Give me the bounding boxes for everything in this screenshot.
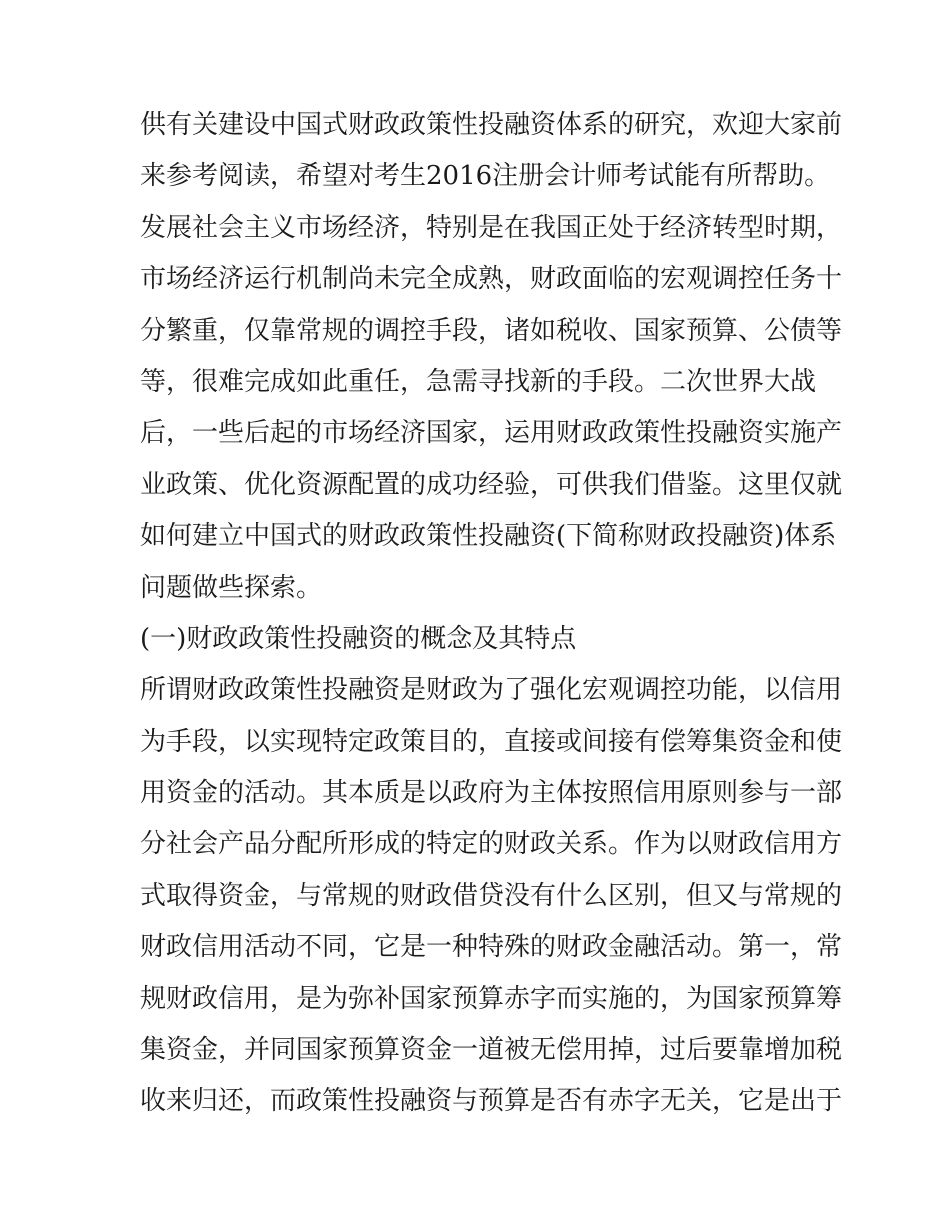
text-line: 如何建立中国式的财政政策性投融资(下简称财政投融资)体系 [140,521,837,552]
text-line: 分繁重，仅靠常规的调控手段，诸如税收、国家预算、公债等 [140,315,843,346]
text-line: 市场经济运行机制尚未完全成熟，财政面临的宏观调控任务十 [140,264,843,295]
text-line: 用资金的活动。其本质是以政府为主体按照信用原则参与一部 [140,778,843,809]
text-line: 业政策、优化资源配置的成功经验，可供我们借鉴。这里仅就 [140,469,843,500]
text-line: 发展社会主义市场经济，特别是在我国正处于经济转型时期， [140,212,843,243]
text-line: 问题做些探索。 [140,572,323,603]
text-line: 等，很难完成如此重任，急需寻找新的手段。二次世界大战 [140,366,817,397]
text-line: 集资金，并同国家预算资金一道被无偿用掉，过后要靠增加税 [140,1035,843,1066]
text-line: 规财政信用，是为弥补国家预算赤字而实施的，为国家预算筹 [140,983,843,1014]
text-line: 为手段，以实现特定政策目的，直接或间接有偿筹集资金和使 [140,726,843,757]
text-line: 分社会产品分配所形成的特定的财政关系。作为以财政信用方 [140,829,843,860]
body-text [140,100,843,1128]
text-line: 式取得资金，与常规的财政借贷没有什么区别，但又与常规的 [140,880,843,911]
text-line: 供有关建设中国式财政政策性投融资体系的研究，欢迎大家前 [140,110,843,140]
text-line: 收来归还，而政策性投融资与预算是否有赤字无关，它是出于 [140,1086,843,1117]
text-line: 来参考阅读，希望对考生2016注册会计师考试能有所帮助。 [140,161,831,192]
section-heading: (一)财政政策性投融资的概念及其特点 [140,623,577,654]
text-line: 后，一些后起的市场经济国家，运用财政政策性投融资实施产 [140,418,843,449]
text-line: 所谓财政政策性投融资是财政为了强化宏观调控功能，以信用 [140,675,843,706]
text-line: 财政信用活动不同，它是一种特殊的财政金融活动。第一，常 [140,932,843,963]
